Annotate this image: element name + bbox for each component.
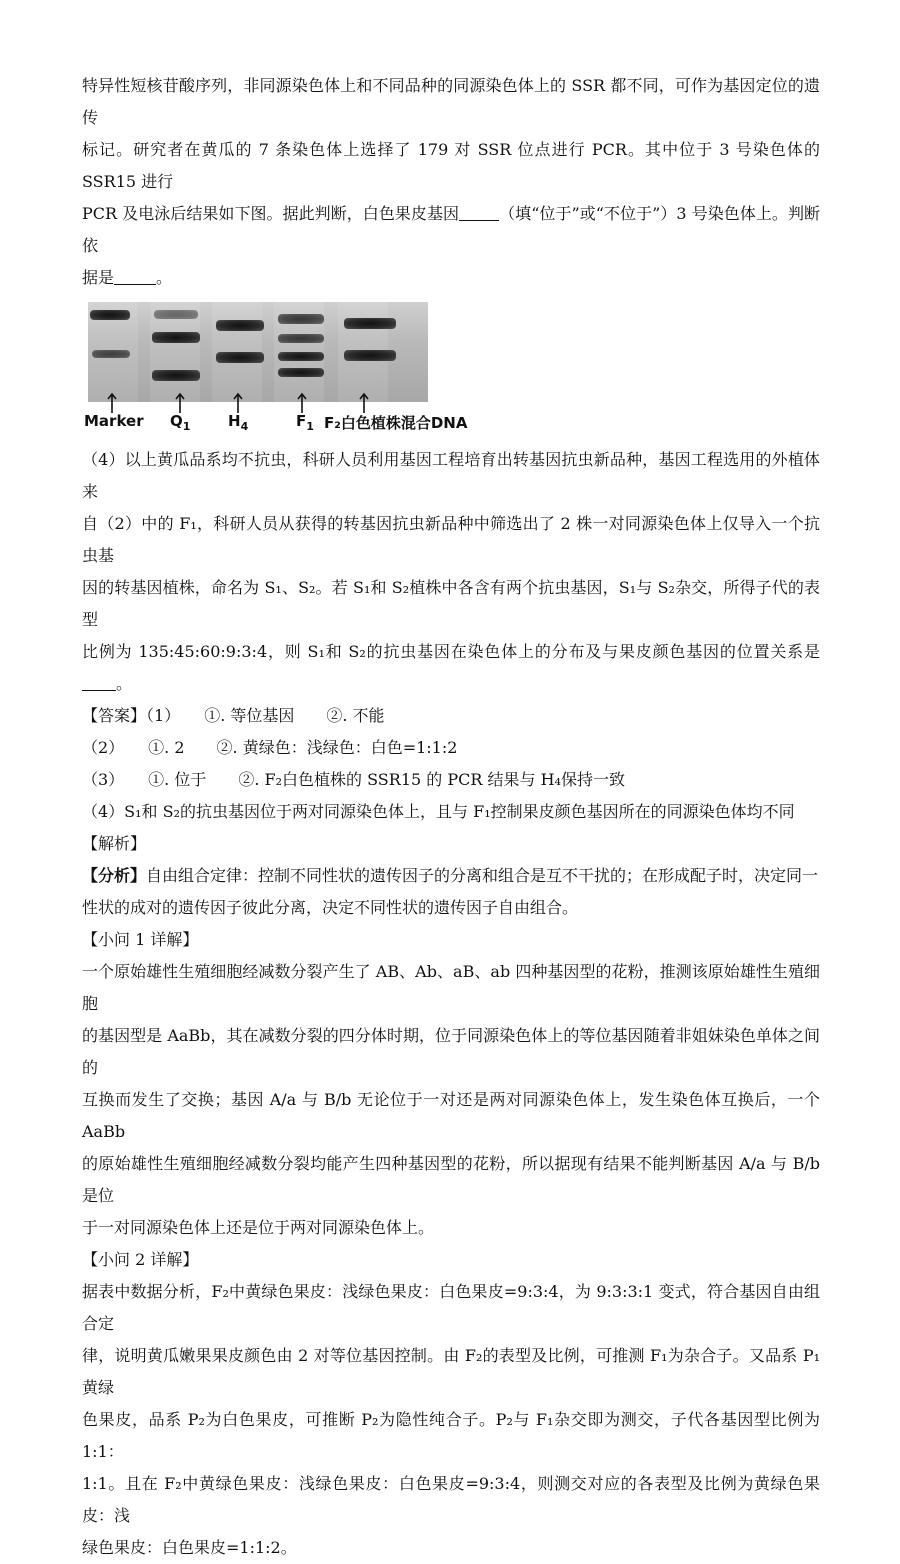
q1-band-2 bbox=[152, 332, 200, 343]
arrow-up-icon bbox=[296, 392, 308, 414]
h4-band-1 bbox=[216, 320, 264, 331]
f1-band-2 bbox=[278, 334, 324, 343]
answer-line-2: （2） ①. 2 ②. 黄绿色：浅绿色：白色=1:1:2 bbox=[82, 738, 458, 757]
f1-band-4 bbox=[278, 368, 324, 377]
q1-detail-line-5: 于一对同源染色体上还是位于两对同源染色体上。 bbox=[82, 1218, 435, 1237]
q2-detail-line-2: 律，说明黄瓜嫩果果皮颜色由 2 对等位基因控制。由 F₂的表型及比例，可推测 F₁为杂合子。又品系 P₁黄绿 bbox=[82, 1346, 820, 1397]
answer-blank-3[interactable] bbox=[82, 672, 116, 691]
intro-line-4a: 据是 bbox=[82, 268, 115, 287]
intro-line-4 bbox=[82, 262, 820, 294]
q4-line-4-text: 比例为 135:45:60:9:3:4，则 S₁和 S₂的抗虫基因在染色体上的分布及与果皮颜色基因的位置关系是 bbox=[82, 642, 820, 661]
f1-band-3 bbox=[278, 352, 324, 361]
analysis-line-2: 性状的成对的遗传因子彼此分离，决定不同性状的遗传因子自由组合。 bbox=[82, 898, 579, 917]
marker-band-lower bbox=[92, 350, 130, 358]
gel-label-marker: Marker bbox=[84, 412, 144, 430]
q2-detail-line-4: 1:1。且在 F₂中黄绿色果皮：浅绿色果皮：白色果皮=9:3:4，则测交对应的各表型及比例为黄绿色果皮：浅 bbox=[82, 1474, 820, 1525]
q1-detail-line-4: 的原始雄性生殖细胞经减数分裂均能产生四种基因型的花粉，所以据现有结果不能判断基因 A/a 与 B/b 是位 bbox=[82, 1154, 820, 1205]
answer-line-4: （4）S₁和 S₂的抗虫基因位于两对同源染色体上，且与 F₁控制果皮颜色基因所在的同源染色体均不同 bbox=[82, 802, 795, 821]
q1-band-1 bbox=[154, 310, 198, 319]
f2-band-1 bbox=[344, 318, 396, 329]
answer-blank-2[interactable] bbox=[114, 266, 156, 285]
q1-detail-line-2: 的基因型是 AaBb，其在减数分裂的四分体时期，位于同源染色体上的等位基因随着非姐妹染色单体之间的 bbox=[82, 1026, 820, 1077]
gel-label-q1: $Q_1$ bbox=[170, 412, 191, 433]
q2-detail-line-3: 色果皮，品系 P₂为白色果皮，可推断 P₂为隐性纯合子。P₂与 F₁杂交即为测交，子代各基因型比例为 1:1： bbox=[82, 1410, 820, 1461]
answer-line-3: （3） ①. 位于 ②. F₂白色植株的 SSR15 的 PCR 结果与 H₄保持一致 bbox=[82, 770, 625, 789]
q4-line-4 bbox=[82, 636, 820, 700]
analysis-label: 【分析】 bbox=[82, 866, 147, 885]
q4-line-4-end: 。 bbox=[116, 674, 133, 693]
answer-label: 【答案】 bbox=[82, 706, 147, 725]
q1-detail-line-3: 互换而发生了交换；基因 A/a 与 B/b 无论位于一对还是两对同源染色体上，发生染色体互换后，一个 AaBb bbox=[82, 1090, 820, 1141]
arrow-up-icon bbox=[232, 392, 244, 414]
answer-line-1 bbox=[82, 700, 820, 732]
q1-detail-line-1: 一个原始雄性生殖细胞经减数分裂产生了 AB、Ab、aB、ab 四种基因型的花粉，推测该原始雄性生殖细胞 bbox=[82, 962, 820, 1013]
intro-line-2: 标记。研究者在黄瓜的 7 条染色体上选择了 179 对 SSR 位点进行 PCR。其中位于 3 号染色体的 SSR15 进行 bbox=[82, 140, 820, 191]
arrow-up-icon bbox=[106, 392, 118, 414]
gel-figure bbox=[82, 300, 502, 440]
analysis-line-1 bbox=[82, 860, 820, 892]
gel-label-f2-white: F₂白色植株混合DNA bbox=[324, 414, 468, 432]
q4-line-2: 自（2）中的 F₁，科研人员从获得的转基因抗虫新品种中筛选出了 2 株一对同源染色体上仅导入一个抗虫基 bbox=[82, 514, 820, 565]
q4-line-1: （4）以上黄瓜品系均不抗虫，科研人员利用基因工程培育出转基因抗虫新品种，基因工程选用的外植体来 bbox=[82, 450, 820, 501]
intro-line-4-end: 。 bbox=[156, 268, 173, 287]
intro-line-3b: （填“位于”或“不位于”）3 号染色体上。判断依 bbox=[82, 204, 820, 255]
document-page bbox=[82, 70, 820, 1564]
gel-label-h4: $H_4$ bbox=[228, 412, 249, 433]
f2-band-2 bbox=[344, 350, 396, 361]
q1-detail-title: 【小问 1 详解】 bbox=[82, 930, 199, 949]
analysis-title: 【解析】 bbox=[82, 834, 147, 853]
q4-line-3: 因的转基因植株，命名为 S₁、S₂。若 S₁和 S₂植株中各含有两个抗虫基因，S₁与 S₂杂交，所得子代的表型 bbox=[82, 578, 820, 629]
q1-band-3 bbox=[152, 370, 200, 381]
gel-image bbox=[88, 302, 428, 402]
intro-line-3 bbox=[82, 198, 820, 262]
answer-blank-1[interactable] bbox=[459, 202, 499, 221]
q2-detail-line-5: 绿色果皮：白色果皮=1:1:2。 bbox=[82, 1538, 297, 1557]
answer-1-text: （1） ①. 等位基因 ②. 不能 bbox=[146, 706, 385, 725]
q2-detail-title: 【小问 2 详解】 bbox=[82, 1250, 199, 1269]
analysis-text-1: 自由组合定律：控制不同性状的遗传因子的分离和组合是互不干扰的；在形成配子时，决定同一 bbox=[146, 866, 819, 885]
h4-band-2 bbox=[216, 352, 264, 363]
marker-band-upper bbox=[90, 310, 130, 320]
q2-detail-line-1: 据表中数据分析，F₂中黄绿色果皮：浅绿色果皮：白色果皮=9:3:4，为 9:3:3:1 变式，符合基因自由组合定 bbox=[82, 1282, 820, 1333]
arrow-up-icon bbox=[174, 392, 186, 414]
f1-band-1 bbox=[278, 314, 324, 324]
intro-line-3a: PCR 及电泳后结果如下图。据此判断，白色果皮基因 bbox=[82, 204, 460, 223]
gel-label-f1: $F_1$ bbox=[296, 412, 314, 433]
arrow-up-icon bbox=[358, 392, 370, 414]
intro-line-1: 特异性短核苷酸序列，非同源染色体上和不同品种的同源染色体上的 SSR 都不同，可作为基因定位的遗传 bbox=[82, 76, 820, 127]
